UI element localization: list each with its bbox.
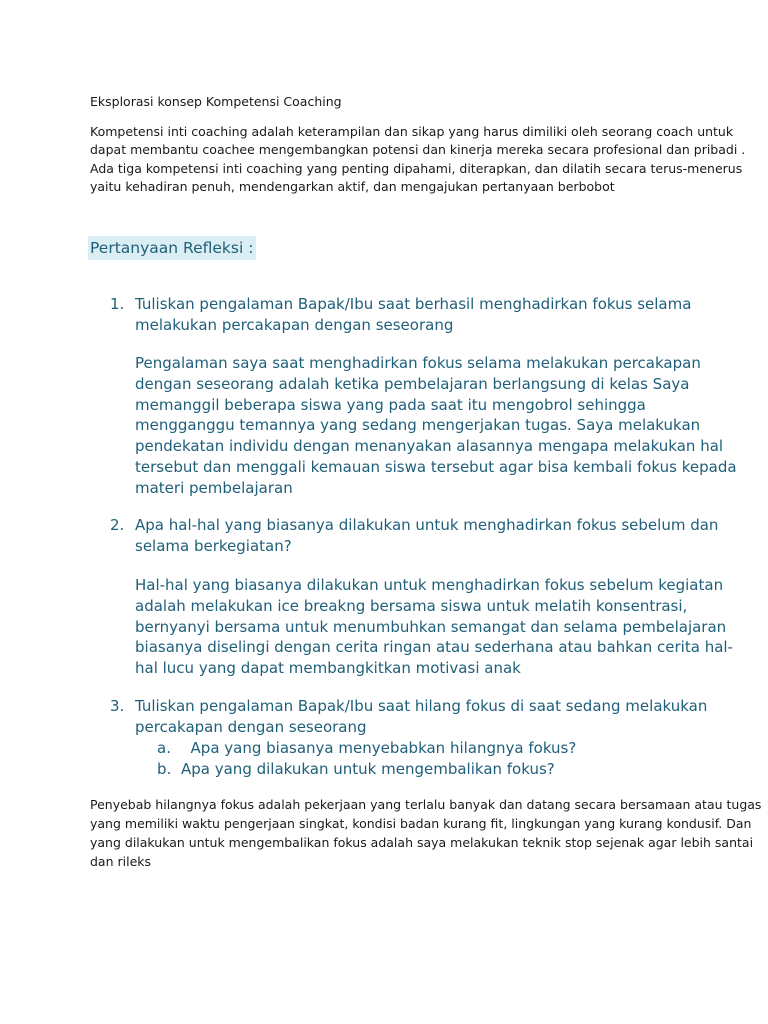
answer-line: pendekatan individu dengan menanyakan alasannya mengapa melakukan hal <box>135 437 724 456</box>
document-title: Eksplorasi konsep Kompetensi Coaching <box>90 94 342 109</box>
question-3 <box>110 696 707 738</box>
answer-line: materi pembelajaran <box>135 478 293 497</box>
answer-line: mengganggu temannya yang sedang mengerjakan tugas. Saya melakukan <box>135 416 701 435</box>
answer-line: bernyanyi bersama untuk menumbuhkan semangat dan selama pembelajaran <box>135 617 727 636</box>
answer-line: hal lucu yang dapat membangkitkan motivasi anak <box>135 659 521 678</box>
question-line: percakapan dengan seseorang <box>135 717 367 736</box>
intro-line: yaitu kehadiran penuh, mendengarkan aktif, dan mengajukan pertanyaan berbobot <box>90 179 615 195</box>
final-line: dan rileks <box>90 854 152 869</box>
intro-paragraph <box>90 123 746 197</box>
final-answer-paragraph <box>90 795 762 871</box>
question-number: 1. <box>110 295 125 313</box>
sub-question-text: Apa yang dilakukan untuk mengembalikan fokus? <box>181 760 555 778</box>
intro-line: Ada tiga kompetensi inti coaching yang penting dipahami, diterapkan, dan dilatih secara terus-menerus <box>90 160 743 176</box>
sub-question-a <box>157 738 576 759</box>
question-number: 2. <box>110 516 125 534</box>
answer-line: Pengalaman saya saat menghadirkan fokus selama melakukan percakapan <box>135 354 701 372</box>
intro-line: dapat membantu coachee mengembangkan potensi dan kinerja mereka secara profesional dan pribadi . <box>90 142 746 158</box>
sub-question-text: Apa yang biasanya menyebabkan hilangnya fokus? <box>181 739 577 757</box>
intro-line: Kompetensi inti coaching adalah keterampilan dan sikap yang harus dimiliki oleh seorang coach untuk <box>90 124 734 139</box>
final-line: Penyebab hilangnya fokus adalah pekerjaan yang terlalu banyak dan datang secara bersamaan atau tugas <box>90 797 762 812</box>
question-2 <box>110 515 718 557</box>
sub-question-b <box>157 759 555 780</box>
reflection-heading: Pertanyaan Refleksi : <box>88 236 256 260</box>
question-number: 3. <box>110 697 125 715</box>
answer-line: memanggil beberapa siswa yang pada saat itu mengobrol sehingga <box>135 395 646 414</box>
question-1 <box>110 294 691 336</box>
answer-line: tersebut dan menggali kemauan siswa tersebut agar bisa kembali fokus kepada <box>135 457 737 476</box>
answer-1 <box>135 353 737 499</box>
sub-question-letter: b. <box>157 760 172 778</box>
answer-line: dengan seseorang adalah ketika pembelajaran berlangsung di kelas Saya <box>135 374 690 393</box>
question-line: Tuliskan pengalaman Bapak/Ibu saat berhasil menghadirkan fokus selama <box>135 295 692 313</box>
final-line: yang memiliki waktu pengerjaan singkat, kondisi badan kurang fit, lingkungan yang kurang kondusif. Dan <box>90 816 752 831</box>
question-line: melakukan percakapan dengan seseorang <box>135 315 454 334</box>
answer-line: Hal-hal yang biasanya dilakukan untuk menghadirkan fokus sebelum kegiatan <box>135 576 724 594</box>
final-line: yang dilakukan untuk mengembalikan fokus adalah saya melakukan teknik stop sejenak agar lebih santai <box>90 835 754 850</box>
question-line: Tuliskan pengalaman Bapak/Ibu saat hilang fokus di saat sedang melakukan <box>135 697 708 715</box>
question-line: selama berkegiatan? <box>135 536 292 555</box>
answer-2 <box>135 575 733 679</box>
answer-line: biasanya diselingi dengan cerita ringan atau sederhana atau bahkan cerita hal- <box>135 638 733 657</box>
question-line: Apa hal-hal yang biasanya dilakukan untuk menghadirkan fokus sebelum dan <box>135 516 719 534</box>
sub-question-letter: a. <box>157 739 171 757</box>
answer-line: adalah melakukan ice breakng bersama siswa untuk melatih konsentrasi, <box>135 596 688 615</box>
